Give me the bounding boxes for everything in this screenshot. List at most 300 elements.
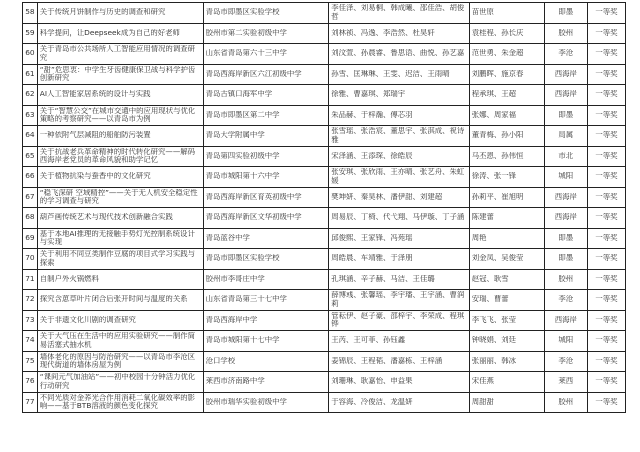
school-name: 青岛市城阳第十六中学 [205, 172, 280, 181]
table-row [23, 3, 626, 24]
teacher-names: 张丽丽、韩冰 [471, 356, 517, 365]
row-number-cell [23, 44, 38, 65]
project-title-cell [37, 208, 203, 229]
teacher-names-cell [469, 23, 544, 44]
student-names-cell [329, 85, 469, 106]
award-level: 一等奖 [595, 8, 618, 17]
row-number-cell [23, 187, 38, 208]
district-cell [544, 269, 587, 290]
district: 李沧 [558, 356, 574, 365]
award-level-cell [587, 228, 625, 249]
teacher-names-cell [469, 187, 544, 208]
row-number: 74 [25, 336, 35, 345]
award-level: 一等奖 [595, 274, 618, 283]
district: 李沧 [558, 49, 574, 58]
row-number-cell [23, 310, 38, 331]
award-level: 一等奖 [595, 377, 618, 386]
row-number: 62 [25, 90, 35, 99]
row-number: 66 [25, 172, 35, 181]
award-table-body [23, 3, 626, 413]
school-name-cell [203, 126, 329, 147]
row-number: 75 [25, 356, 35, 365]
award-level: 一等奖 [595, 90, 618, 99]
project-title: 基于本地AI推理的无接触手势灯光控制系统设计与实现 [39, 229, 195, 247]
student-names-cell [329, 64, 469, 85]
teacher-names: 程承琪、王超 [471, 90, 517, 99]
student-names: 李佳泽、刘易桐、韩成曦、邵佳浩、胡俊哲 [331, 4, 465, 21]
school-name-cell [203, 269, 329, 290]
school-name: 青岛大学附属中学 [205, 131, 265, 140]
table-row [23, 208, 626, 229]
row-number-cell [23, 372, 38, 393]
row-number-cell [23, 85, 38, 106]
school-name: 胶州市第二实验初级中学 [205, 28, 287, 37]
school-name-cell [203, 228, 329, 249]
district: 胶州 [558, 397, 574, 406]
school-name-cell [203, 392, 329, 413]
table-row [23, 85, 626, 106]
project-title-cell [37, 228, 203, 249]
table-row [23, 310, 626, 331]
project-title: 关于抗战老兵革命精神的时代转化研究——解码西海岸老党员的革命风貌和助学记忆 [39, 147, 195, 165]
teacher-names-cell [469, 228, 544, 249]
teacher-names-cell [469, 126, 544, 147]
row-number-cell [23, 167, 38, 188]
award-level-cell [587, 310, 625, 331]
row-number-cell [23, 290, 38, 311]
district: 局属 [558, 131, 574, 140]
row-number: 63 [25, 110, 35, 119]
teacher-names: 周甜甜 [471, 397, 494, 406]
project-title: 自制户外火锅燃料 [39, 274, 99, 283]
project-title: 一种依附气层减阻的船舶防污装置 [39, 131, 151, 140]
row-number-cell [23, 126, 38, 147]
school-name: 胶州市瑞华实验初级中学 [205, 397, 287, 406]
row-number-cell [23, 228, 38, 249]
project-title-cell [37, 310, 203, 331]
teacher-names-cell [469, 351, 544, 372]
row-number: 59 [25, 28, 35, 37]
row-number: 76 [25, 377, 35, 386]
project-title: AI人工智能家居系统的设计与实践 [39, 90, 151, 99]
district-cell [544, 126, 587, 147]
project-title-cell [37, 44, 203, 65]
school-name: 青岛古镇口海军中学 [205, 90, 273, 99]
district-cell [544, 290, 587, 311]
district-cell [544, 310, 587, 331]
student-names: 刘林祯、冯逸、李浩然、杜昊轩 [331, 28, 435, 37]
school-name-cell [203, 351, 329, 372]
district-cell [544, 105, 587, 126]
row-number: 69 [25, 233, 35, 242]
district-cell [544, 208, 587, 229]
teacher-names: 苗世原 [471, 8, 494, 17]
award-level: 一等奖 [595, 233, 618, 242]
project-title: “课间元气加油站”——初中校园十分钟活力优化行动研究 [39, 373, 196, 390]
project-title-cell [37, 146, 203, 167]
school-name: 山东省青岛第三十七中学 [205, 295, 287, 304]
award-level: 一等奖 [595, 315, 618, 324]
project-title-cell [37, 331, 203, 352]
table-row [23, 64, 626, 85]
district: 胶州 [558, 274, 574, 283]
row-number: 68 [25, 213, 35, 222]
district-cell [544, 3, 587, 24]
district: 西海岸 [554, 90, 577, 99]
project-title-cell [37, 187, 203, 208]
school-name: 青岛西海岸新区六江初级中学 [205, 69, 302, 78]
school-name: 沧口学校 [205, 356, 236, 365]
award-level: 一等奖 [595, 151, 618, 160]
award-level: 一等奖 [595, 172, 618, 181]
teacher-names: 刘鹏晖、施京春 [471, 69, 524, 78]
school-name: 莱西市济南路中学 [205, 377, 265, 386]
award-level-cell [587, 351, 625, 372]
district-cell [544, 167, 587, 188]
row-number-cell [23, 249, 38, 270]
teacher-names: 范世勇、朱金超 [471, 49, 524, 58]
district-cell [544, 392, 587, 413]
school-name: 青岛第四实验初级中学 [205, 151, 280, 160]
district: 莱西 [558, 377, 574, 386]
school-name: 青岛市即墨区实验学校 [205, 8, 280, 17]
student-names-cell [329, 290, 469, 311]
school-name: 青岛蓝谷中学 [205, 233, 250, 242]
student-names-cell [329, 187, 469, 208]
teacher-names: 赵冠、耿雪 [471, 274, 509, 283]
student-names: 姜锦辰、王程韬、潘嘉栋、王梓涵 [331, 356, 443, 365]
row-number-cell [23, 392, 38, 413]
project-title: 科学提问，让Deepseek成为自己的好老师 [39, 28, 180, 37]
student-names-cell [329, 146, 469, 167]
teacher-names: 钟晓娟、刘廷 [471, 336, 517, 345]
project-title: 关于植物抗染与蚕香中的文化研究 [39, 172, 151, 181]
district-cell [544, 44, 587, 65]
row-number-cell [23, 331, 38, 352]
school-name-cell [203, 249, 329, 270]
project-title-cell [37, 3, 203, 24]
teacher-names: 宋佳燕 [471, 377, 494, 386]
project-title-cell [37, 23, 203, 44]
district-cell [544, 64, 587, 85]
award-level-cell [587, 208, 625, 229]
award-level: 一等奖 [595, 192, 618, 201]
student-names-cell [329, 44, 469, 65]
student-names-cell [329, 23, 469, 44]
student-names: 周易辰、丁椅、代弋翔、马伊璇、丁子涵 [331, 213, 465, 222]
student-names: 刘汶萱、孙晨睿、鲁思语、曲悦、孙艺嘉 [331, 49, 465, 58]
table-row [23, 187, 626, 208]
school-name: 青岛西海岸中学 [205, 315, 258, 324]
district: 李沧 [558, 295, 574, 304]
teacher-names-cell [469, 372, 544, 393]
table-row [23, 392, 626, 413]
table-row [23, 249, 626, 270]
project-title: 关于青岛市公共场所人工智能应用情况的调查研究 [39, 45, 195, 62]
student-names-cell [329, 351, 469, 372]
project-title: “稳飞深研 空域精控”——关于无人机安全稳定性的学习调查与研究 [39, 188, 198, 206]
teacher-names-cell [469, 85, 544, 106]
table-row [23, 372, 626, 393]
district: 胶州 [558, 28, 574, 37]
school-name: 山东省青岛第六十三中学 [205, 49, 287, 58]
award-level-cell [587, 392, 625, 413]
award-level: 一等奖 [595, 295, 618, 304]
award-level-cell [587, 187, 625, 208]
district-cell [544, 331, 587, 352]
student-names-cell [329, 392, 469, 413]
school-name-cell [203, 290, 329, 311]
student-names: 薛博彧、张馨瑶、李宇璠、王宇涵、曹润莉 [331, 291, 465, 308]
district: 市北 [558, 151, 574, 160]
district-cell [544, 351, 587, 372]
project-title-cell [37, 126, 203, 147]
student-names-cell [329, 269, 469, 290]
award-level-cell [587, 85, 625, 106]
project-title: 关于“智慧公交”在城市交通中的应用现状与优化策略的考察研究——以青岛市为例 [39, 106, 196, 124]
award-level-cell [587, 105, 625, 126]
student-names-cell [329, 372, 469, 393]
student-names: 樊坤妍、秦昊林、潘伊甜、刘建超 [331, 192, 443, 201]
school-name: 胶州市李哥庄中学 [205, 274, 265, 283]
district-cell [544, 187, 587, 208]
teacher-names-cell [469, 269, 544, 290]
teacher-names: 徐涛、张一锋 [471, 172, 517, 181]
school-name-cell [203, 23, 329, 44]
row-number: 70 [25, 254, 35, 263]
project-title-cell [37, 167, 203, 188]
district: 即墨 [558, 233, 574, 242]
district: 即墨 [558, 8, 574, 17]
school-name-cell [203, 310, 329, 331]
school-name: 青岛市即墨区第二中学 [205, 110, 280, 119]
project-title: 葫芦画传统艺术与现代技术创新融合实践 [39, 213, 173, 222]
row-number-cell [23, 269, 38, 290]
student-names-cell [329, 331, 469, 352]
teacher-names-cell [469, 146, 544, 167]
teacher-names: 孙莉平、崔旭明 [471, 192, 524, 201]
award-level: 一等奖 [595, 336, 618, 345]
row-number: 71 [25, 274, 35, 283]
award-level-cell [587, 372, 625, 393]
project-title: 关于利用不同豆类制作豆腐的项目式学习实践与探索 [39, 250, 195, 267]
district: 西海岸 [554, 213, 577, 222]
district-cell [544, 146, 587, 167]
teacher-names-cell [469, 64, 544, 85]
teacher-names-cell [469, 310, 544, 331]
project-title-cell [37, 64, 203, 85]
award-level-cell [587, 3, 625, 24]
school-name-cell [203, 44, 329, 65]
student-names-cell [329, 310, 469, 331]
student-names: 孔琪涵、辛子赫、马洁、王佳璐 [331, 274, 435, 283]
project-title-cell [37, 249, 203, 270]
project-title: 墙体老化的原因与防治研究——以青岛市李沧区现代街道的墙体房屋为例 [39, 352, 195, 370]
award-level: 一等奖 [595, 356, 618, 365]
project-title-cell [37, 85, 203, 106]
school-name-cell [203, 146, 329, 167]
student-names-cell [329, 167, 469, 188]
district: 西海岸 [554, 192, 577, 201]
project-title-cell [37, 269, 203, 290]
row-number: 77 [25, 397, 35, 406]
district-cell [544, 85, 587, 106]
award-level: 一等奖 [595, 28, 618, 37]
row-number-cell [23, 208, 38, 229]
teacher-names-cell [469, 331, 544, 352]
row-number: 72 [25, 295, 35, 304]
student-names: 邱俊熙、王家锋、冯苑瑶 [331, 233, 413, 242]
student-names: 于容海、冷俊洁、龙温妍 [331, 397, 413, 406]
school-name-cell [203, 105, 329, 126]
teacher-names-cell [469, 167, 544, 188]
award-level-cell [587, 290, 625, 311]
project-title-cell [37, 290, 203, 311]
teacher-names: 陈建蕾 [471, 213, 494, 222]
student-names-cell [329, 3, 469, 24]
award-level-cell [587, 167, 625, 188]
teacher-names-cell [469, 3, 544, 24]
district-cell [544, 249, 587, 270]
project-title: 探究含葸草叶片闭合后张开时间与温度的关系 [39, 295, 188, 304]
district: 即墨 [558, 254, 574, 263]
award-level-cell [587, 44, 625, 65]
project-title-cell [37, 372, 203, 393]
award-level-cell [587, 249, 625, 270]
teacher-names-cell [469, 44, 544, 65]
student-names: 朱品赫、于梓瀚、傅芯羽 [331, 110, 413, 119]
teacher-names-cell [469, 290, 544, 311]
project-title-cell [37, 105, 203, 126]
project-title-cell [37, 392, 203, 413]
teacher-names: 张娜、周家福 [471, 110, 517, 119]
student-names: 刘珊琳、耿嘉怡、申益果 [331, 377, 413, 386]
table-row [23, 228, 626, 249]
student-names-cell [329, 249, 469, 270]
table-row [23, 269, 626, 290]
project-title: 不同光质对金荞光合作用消耗二氧化碳效率的影响——基于BTB溶液的颜色变化探究 [39, 393, 195, 411]
award-level-cell [587, 146, 625, 167]
table-row [23, 23, 626, 44]
teacher-names: 董青梅、孙小阳 [471, 131, 524, 140]
project-title: 关于非遗文化川剧的调查研究 [39, 315, 136, 324]
district: 城阳 [558, 336, 574, 345]
row-number-cell [23, 105, 38, 126]
student-names: 宋泽涵、王添琛、徐皓辰 [331, 151, 413, 160]
row-number: 60 [25, 49, 35, 58]
teacher-names-cell [469, 392, 544, 413]
award-level: 一等奖 [595, 254, 618, 263]
row-number-cell [23, 64, 38, 85]
row-number: 61 [25, 69, 35, 78]
row-number-cell [23, 23, 38, 44]
teacher-names: 安瑞、曹蕾 [471, 295, 509, 304]
row-number-cell [23, 146, 38, 167]
school-name: 青岛市即墨区实验学校 [205, 254, 280, 263]
award-level: 一等奖 [595, 213, 618, 222]
student-names-cell [329, 126, 469, 147]
row-number: 65 [25, 151, 35, 160]
school-name-cell [203, 3, 329, 24]
student-names: 张安琪、张欣雨、王亦晴、张艺舟、朱虹媛 [331, 168, 465, 185]
student-names-cell [329, 228, 469, 249]
school-name-cell [203, 85, 329, 106]
table-row [23, 290, 626, 311]
row-number-cell [23, 3, 38, 24]
student-names: 孙雪、匡琳琳、王雯、迟洁、王雨晴 [331, 69, 450, 78]
project-title-cell [37, 351, 203, 372]
district-cell [544, 228, 587, 249]
teacher-names: 李飞飞、张莹 [471, 315, 517, 324]
table-row [23, 44, 626, 65]
award-level-cell [587, 126, 625, 147]
school-name: 青岛市城阳第十七中学 [205, 336, 280, 345]
school-name: 青岛西海岸新区文华初级中学 [205, 213, 302, 222]
award-list-sheet [22, 2, 626, 413]
district-cell [544, 23, 587, 44]
student-names-cell [329, 208, 469, 229]
award-level-cell [587, 64, 625, 85]
student-names: 管耘伊、赵子豪、邵梓宇、李荣成、程琪铧 [331, 311, 465, 329]
student-names: 王芮、王可菲、孙钰鑫 [331, 336, 406, 345]
teacher-names-cell [469, 249, 544, 270]
school-name-cell [203, 187, 329, 208]
teacher-names-cell [469, 105, 544, 126]
award-level: 一等奖 [595, 131, 618, 140]
school-name-cell [203, 331, 329, 352]
award-table [22, 2, 626, 413]
project-title: “甜”危思衷：中学生牙齿健康保卫战与科学护齿创新研究 [39, 65, 196, 83]
award-level: 一等奖 [595, 397, 618, 406]
row-number: 67 [25, 192, 35, 201]
table-row [23, 331, 626, 352]
student-names: 周皓晨、车靖雅、于泽朋 [331, 254, 413, 263]
school-name: 青岛西海岸新区育英初级中学 [205, 192, 302, 201]
award-level-cell [587, 23, 625, 44]
student-names-cell [329, 105, 469, 126]
table-row [23, 351, 626, 372]
district-cell [544, 372, 587, 393]
award-level: 一等奖 [595, 49, 618, 58]
row-number-cell [23, 351, 38, 372]
district: 城阳 [558, 172, 574, 181]
teacher-names: 马丕恩、孙伟恒 [471, 151, 524, 160]
district: 西海岸 [554, 69, 577, 78]
school-name-cell [203, 167, 329, 188]
teacher-names-cell [469, 208, 544, 229]
table-row [23, 105, 626, 126]
award-level: 一等奖 [595, 69, 618, 78]
district: 即墨 [558, 110, 574, 119]
student-names: 张雪瑶、张浩宸、董思宇、张淇成、祝诗雅 [331, 127, 465, 144]
award-level: 一等奖 [595, 110, 618, 119]
table-row [23, 126, 626, 147]
school-name-cell [203, 208, 329, 229]
project-title: 关于大气压在生活中的应用实验研究——制作简易活塞式抽水机 [39, 332, 195, 349]
row-number: 73 [25, 315, 35, 324]
row-number: 58 [25, 8, 35, 17]
teacher-names: 袁桂程、孙长庆 [471, 28, 524, 37]
row-number: 64 [25, 131, 35, 140]
student-names: 徐雅、曹嘉琪、郑瑞宇 [331, 90, 406, 99]
table-row [23, 167, 626, 188]
award-level-cell [587, 331, 625, 352]
school-name-cell [203, 372, 329, 393]
teacher-names: 周艳 [471, 233, 487, 242]
table-row [23, 146, 626, 167]
school-name-cell [203, 64, 329, 85]
teacher-names: 刘金凤、吴俊莹 [471, 254, 524, 263]
